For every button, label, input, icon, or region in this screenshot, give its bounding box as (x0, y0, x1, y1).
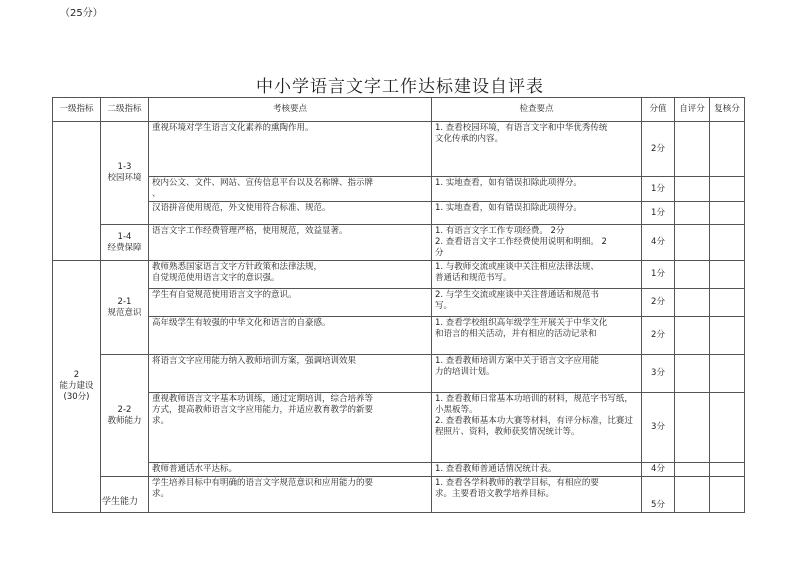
inspection-cell: 2. 与学生交流或座谈中关注普通话和规范书 写。 (432, 289, 642, 317)
table-row (53, 225, 745, 261)
top-note: （25分） (60, 8, 103, 19)
inspection-cell: 1. 查看教师培训方案中关于语言文字应用能 力的培训计划。 (432, 355, 642, 393)
assessment-cell: 重视环境对学生语言文化素养的熏陶作用。 (149, 122, 432, 177)
inspection-cell: 1. 与教师交流或座谈中关注相应法律法规、 普通话和规范书写。 (432, 261, 642, 289)
assessment-cell: 校内公文、文件、网站、宣传信息平台以及名称牌、指示牌 、 (149, 177, 432, 202)
table-header-row (53, 98, 745, 122)
inspection-cell: 1. 查看各学科教师的教学目标，有相应的要 求。主要看语文教学培养目标。 (432, 477, 642, 513)
inspection-cell: 1. 查看学校组织高年级学生开展关于中华文化 和语言的相关活动，并有相应的活动记录和 (432, 317, 642, 355)
review-score-cell[interactable] (710, 477, 745, 513)
inspection-cell: 1. 查看教师日常基本功培训的材料，规范字书写纸，小黑板等。 2. 查看教师基本功大赛等材料，有评分标准，比赛过程照片、资料，教师获奖情况统计等。 (432, 393, 642, 463)
assessment-cell: 重视教师语言文字基本功训练，通过定期培训，综合培养等 方式，提高教师语言文字应用能力，并适应教育教学的新要 求。 (149, 393, 432, 463)
self-score-cell[interactable] (675, 122, 710, 177)
self-score-cell[interactable] (675, 317, 710, 355)
table-row (53, 261, 745, 289)
score-cell: 3分 (642, 355, 675, 393)
level1-cell: 2 能力建设 (30分) (53, 261, 101, 513)
score-cell: 1分 (642, 202, 675, 225)
review-score-cell[interactable] (710, 177, 745, 202)
header-assessment: 考核要点 (149, 98, 432, 122)
score-cell: 1分 (642, 177, 675, 202)
review-score-cell[interactable] (710, 289, 745, 317)
score-cell: 2分 (642, 122, 675, 177)
table-row (53, 122, 745, 177)
header-level2: 二级指标 (101, 98, 149, 122)
header-score: 分值 (642, 98, 675, 122)
assessment-cell: 语言文字工作经费管理严格，使用规范，效益显著。 (149, 225, 432, 261)
review-score-cell[interactable] (710, 261, 745, 289)
self-score-cell[interactable] (675, 177, 710, 202)
assessment-cell: 将语言文字应用能力纳入教师培训方案，强调培训效果 (149, 355, 432, 393)
table-row (53, 477, 745, 513)
level2-cell: 1-3 校园环境 (101, 122, 149, 225)
review-score-cell[interactable] (710, 393, 745, 463)
assessment-cell: 学生有自觉规范使用语言文字的意识。 (149, 289, 432, 317)
review-score-cell[interactable] (710, 317, 745, 355)
review-score-cell[interactable] (710, 463, 745, 477)
assessment-cell: 教师普通话水平达标。 (149, 463, 432, 477)
table-row (53, 177, 745, 202)
self-score-cell[interactable] (675, 225, 710, 261)
score-cell: 4分 (642, 463, 675, 477)
inspection-cell: 1. 有语言文字工作专项经费。 2分 2. 查看语言文字工作经费使用说明和明细。 2 分 (432, 225, 642, 261)
inspection-cell: 1. 实地查看，如有错误扣除此项得分。 (432, 202, 642, 225)
review-score-cell[interactable] (710, 225, 745, 261)
self-score-cell[interactable] (675, 202, 710, 225)
table-row (53, 463, 745, 477)
inspection-cell: 1. 查看校园环境，有语言文字和中华优秀传统 文化传承的内容。 (432, 122, 642, 177)
score-cell: 2分 (642, 317, 675, 355)
table-row (53, 289, 745, 317)
page-title: 中小学语言文字工作达标建设自评表 (256, 77, 544, 97)
review-score-cell[interactable] (710, 202, 745, 225)
assessment-cell: 汉语拼音使用规范，外文使用符合标准、规范。 (149, 202, 432, 225)
score-cell: 3分 (642, 393, 675, 463)
assessment-cell: 高年级学生有较强的中华文化和语言的自豪感。 (149, 317, 432, 355)
table-row (53, 393, 745, 463)
self-score-cell[interactable] (675, 261, 710, 289)
level2-cell: 2-2 教师能力 (101, 355, 149, 477)
score-cell: 4分 (642, 225, 675, 261)
self-score-cell[interactable] (675, 289, 710, 317)
evaluation-table (52, 97, 745, 513)
inspection-cell: 1. 查看教师普通话情况统计表。 (432, 463, 642, 477)
table-row (53, 355, 745, 393)
assessment-cell: 学生培养目标中有明确的语言文字规范意识和应用能力的要 求。 (149, 477, 432, 513)
level1-cell (53, 122, 101, 261)
self-score-cell[interactable] (675, 463, 710, 477)
review-score-cell[interactable] (710, 122, 745, 177)
score-cell: 2分 (642, 289, 675, 317)
footer-note: 学生能力 (102, 497, 139, 507)
inspection-cell: 1. 实地查看，如有错误扣除此项得分。 (432, 177, 642, 202)
self-score-cell[interactable] (675, 393, 710, 463)
level2-cell: 2-1 规范意识 (101, 261, 149, 355)
header-review-score: 复核分 (710, 98, 745, 122)
header-inspection: 检查要点 (432, 98, 642, 122)
level2-cell: 1-4 经费保障 (101, 225, 149, 261)
score-cell: 1分 (642, 261, 675, 289)
self-score-cell[interactable] (675, 477, 710, 513)
assessment-cell: 教师熟悉国家语言文字方针政策和法律法规， 自觉规范使用语言文字的意识强。 (149, 261, 432, 289)
review-score-cell[interactable] (710, 355, 745, 393)
table-row (53, 317, 745, 355)
table-row (53, 202, 745, 225)
self-score-cell[interactable] (675, 355, 710, 393)
score-cell: 5分 (642, 477, 675, 513)
header-self-score: 自评分 (675, 98, 710, 122)
header-level1: 一级指标 (53, 98, 101, 122)
